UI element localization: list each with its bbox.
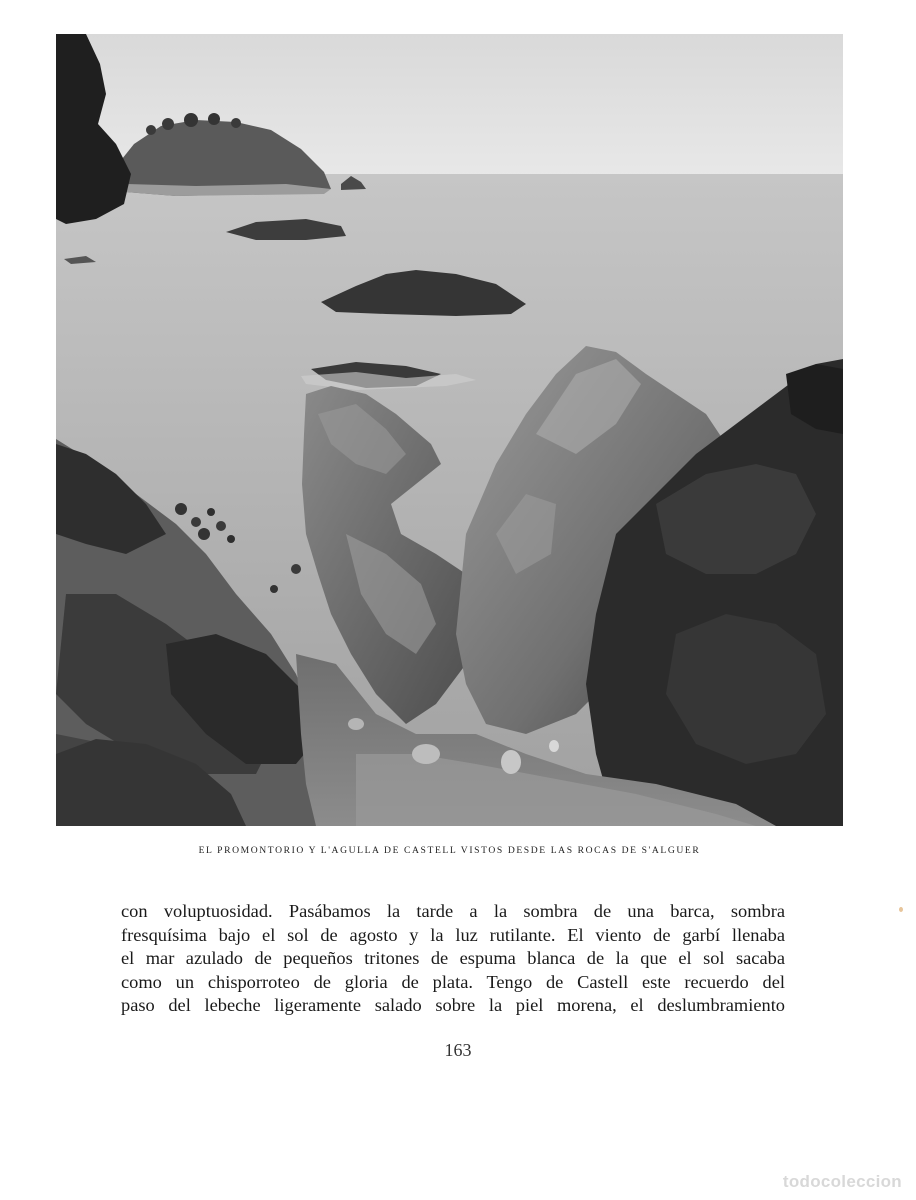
watermark-logo: todocoleccion bbox=[782, 1172, 902, 1191]
page-number: 163 bbox=[444, 1040, 472, 1060]
body-paragraph bbox=[121, 900, 785, 1018]
paper-speck bbox=[899, 907, 903, 912]
body-line: paso del lebeche ligeramente salado sobre la piel morena, el deslumbramiento bbox=[121, 995, 785, 1015]
photo-caption: EL PROMONTORIO Y L'AGULLA DE CASTELL VISTOS DESDE LAS ROCAS DE S'ALGUER bbox=[198, 845, 701, 856]
body-line: fresquísima bajo el sol de agosto y la luz rutilante. El viento de garbí llenaba bbox=[121, 924, 785, 945]
body-line: con voluptuosidad. Pasábamos la tarde a la sombra de una barca, sombra bbox=[121, 901, 785, 921]
body-line: el mar azulado de pequeños tritones de espuma blanca de la que el sol sacaba bbox=[121, 948, 785, 968]
coastal-photo-image bbox=[56, 34, 843, 826]
body-line: como un chisporroteo de gloria de plata. Tengo de Castell este recuerdo del bbox=[121, 971, 785, 992]
coastal-photograph bbox=[56, 34, 843, 826]
